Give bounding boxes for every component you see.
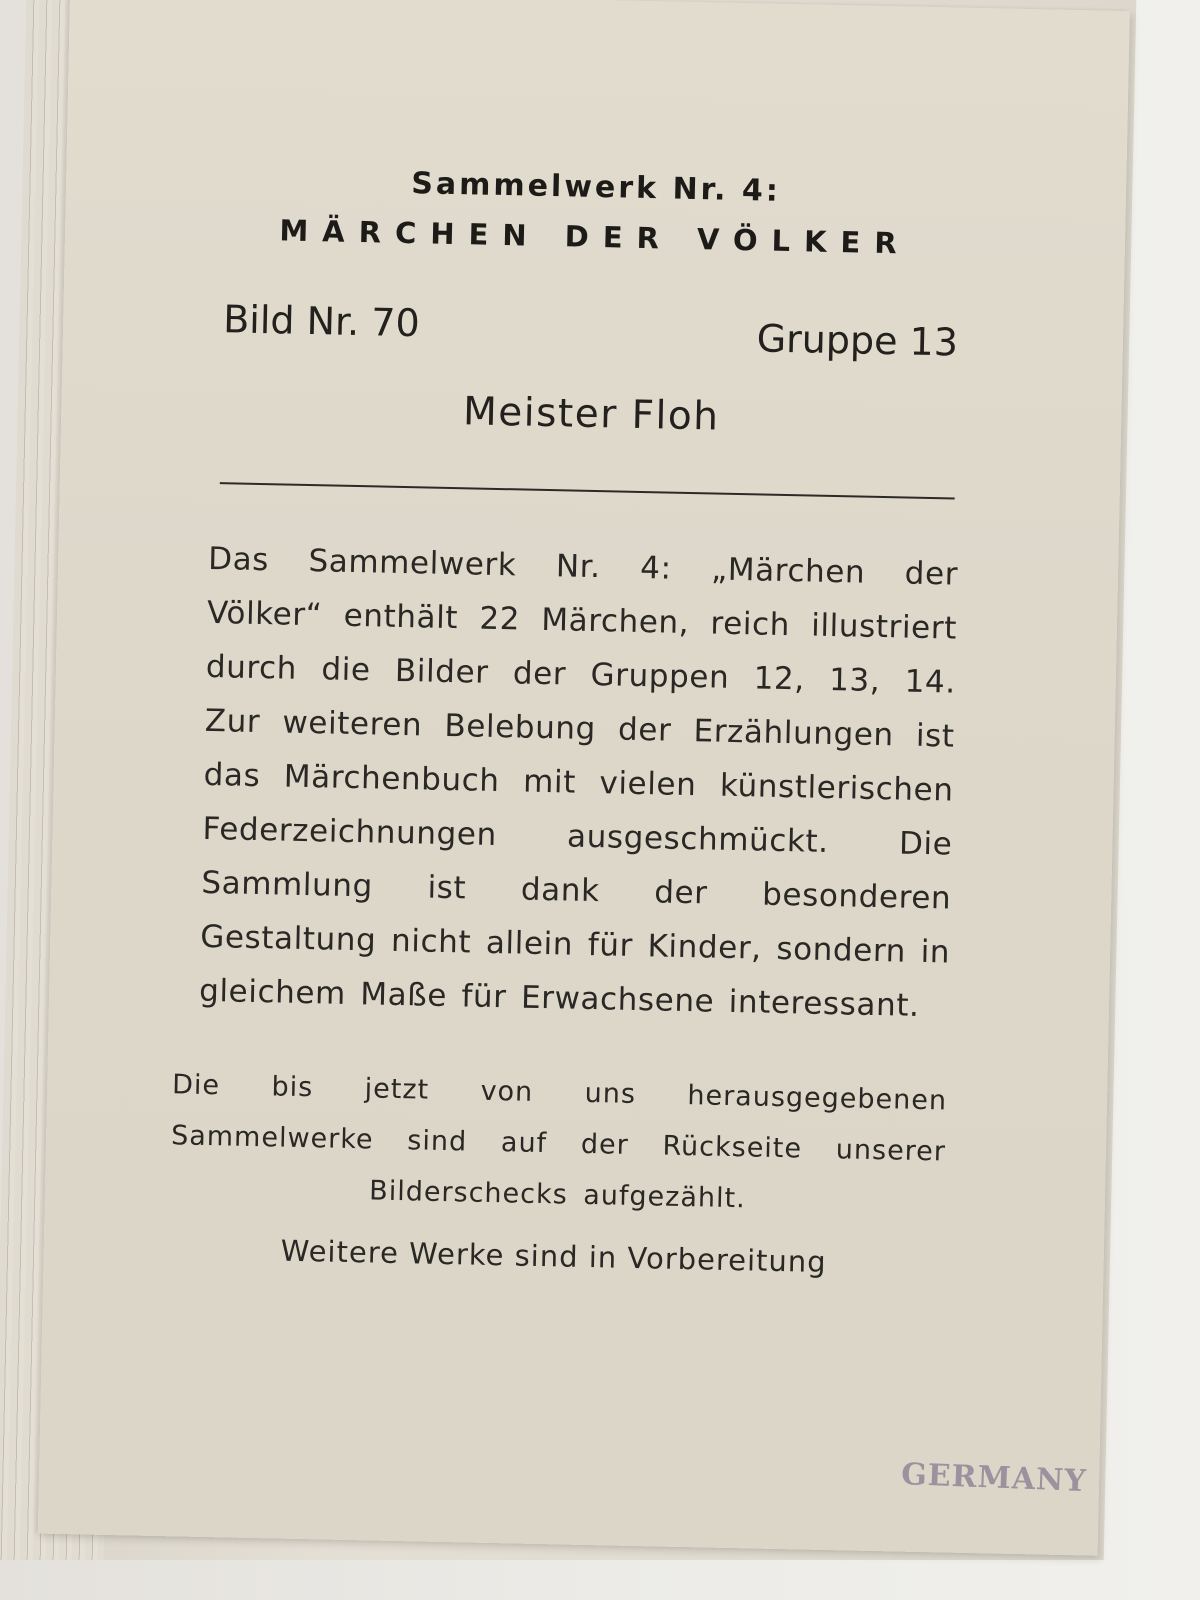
note-paragraph: Die bis jetzt von uns herausgegebenen Sammelwerke sind auf der Rückseite unserer Bilderschecks aufgezählt. bbox=[170, 1069, 948, 1215]
description-paragraph: Das Sammelwerk Nr. 4: „Märchen der Völker“ enthält 22 Märchen, reich illustriert durch die Bilder der Gruppen 12, 13, 14. Zur weiteren Belebung der Erzählungen ist das Märchenbuch mit vielen künstlerischen Federzeichnungen ausgeschmückt. Die Sammlung ist dank der besonderen Gestaltung nicht allein für Kinder, sondern in gleichem Maße für Erwachsene interessant. bbox=[198, 540, 959, 1024]
group-number: Gruppe 13 bbox=[756, 316, 959, 365]
footer-text: Weitere Werke sind in Vorbereitung bbox=[280, 1233, 827, 1280]
picture-number: Bild Nr. 70 bbox=[222, 297, 421, 346]
card-meta-row bbox=[222, 297, 959, 365]
series-title: Sammelwerk Nr. 4: bbox=[410, 166, 782, 209]
germany-stamp: GERMANY bbox=[900, 1457, 1088, 1500]
collection-name: MÄRCHEN DER VÖLKER bbox=[279, 213, 911, 261]
collector-card bbox=[38, 0, 1130, 1556]
story-title: Meister Floh bbox=[462, 389, 720, 440]
divider bbox=[220, 482, 955, 499]
